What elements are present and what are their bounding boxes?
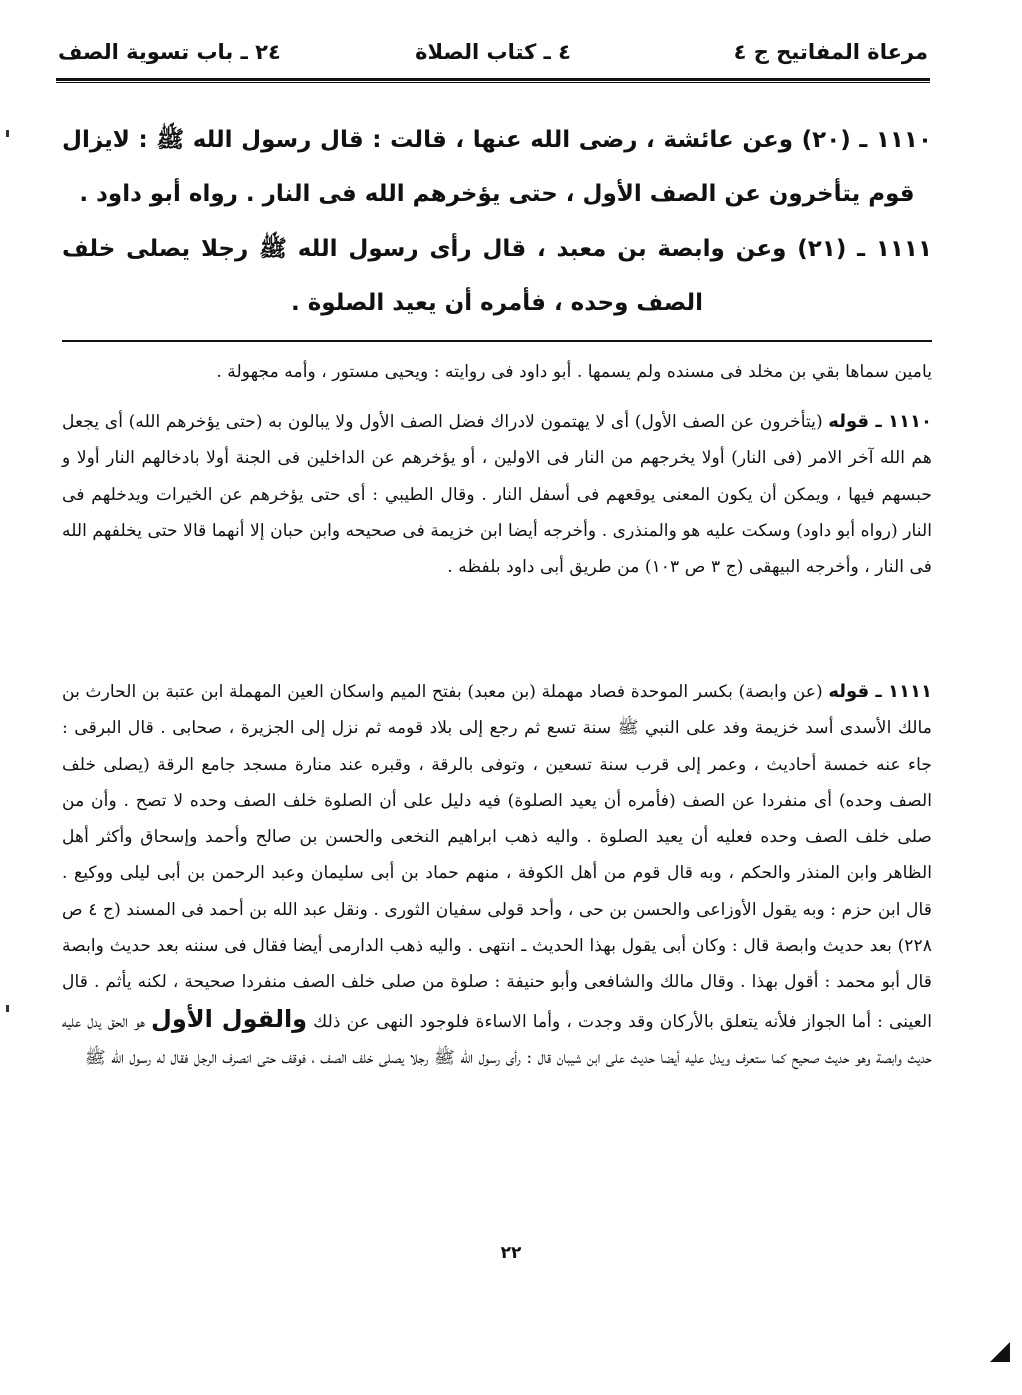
scan-speck [6,130,9,137]
hadith-1111 [62,222,932,330]
commentary-text: (يتأخرون عن الصف الأول) أى لا يهتمون لادراك فضل الصف الأول ولا يبالون به (حتى يؤخرهم الله) أى يجعل هم الله آخر الامر (فى النار) أولا يخرجهم من النار فى الاولين ، أو يؤخرهم عن الداخلين فى الجنة أولا بادخالهم النار أولا و حبسهم فيها ، ويمكن أن يكون المعنى يوقعهم فى أسفل النار . وقال الطيبي : أى حتى يؤخرهم عن الخيرات ويدخلهم فى النار (رواه أبو داود) وسكت عليه هو والمنذرى . وأخرجه أيضا ابن خزيمة فى صحيحه وابن حبان إلا أنهما قالا حتى يخلفهم الله فى النار ، وأخرجه البيهقى (ج ٣ ص ١٠٣) من طريق أبى داود بلفظه . [62,412,932,578]
running-header [58,36,928,76]
page-number: ٢٢ [500,1243,522,1263]
scan-corner-mark [990,1342,1010,1362]
scan-speck [6,1005,9,1012]
commentary-label: ١١١٠ ـ قوله [828,411,932,432]
hadith-text: وعن وابصة بن معبد ، قال رأى رسول الله ﷺ رجلا يصلى خلف الصف وحده ، فأمره أن يعيد الصلوة . [62,236,787,316]
header-rule [56,78,930,81]
commentary-1111 [62,674,932,1076]
header-rule-thin [56,82,930,83]
commentary-label: ١١١١ ـ قوله [828,681,932,702]
header-chapter: ٤ ـ كتاب الصلاة [415,40,571,64]
commentary-text: (عن وابصة) بكسر الموحدة فصاد مهملة (بن معبد) بفتح الميم واسكان العين المهملة ابن عتبة بن الحارث بن مالك الأسدى أسد خزيمة وفد على النبي ﷺ سنة تسع ثم رجع إلى بلاد قومه ثم نزل إلى الجزيرة ، صحابى . قال البرقى : جاء عنه خمسة أحاديث ، وعمر إلى قرب سنة تسعين ، وتوفى بالرقة ، وقبره عند منارة مسجد جامع الرقة (يصلى خلف الصف وحده) أى منفردا عن الصف (فأمره أن يعيد الصلوة) فيه دليل على أن الصلوة خلف الصف وحده لا تصح . وأن من صلى خلف الصف وحده فعليه أن يعيد الصلوة . واليه ذهب ابراهيم النخعى والحسن بن صالح وأحمد وإسحاق وأكثر أهل الظاهر وابن المنذر والحكم ، وبه قال قوم من أهل الكوفة ، منهم حماد بن أبى سليمان وعبد الرحمن بن أبى ليلى ووكيع . قال ابن حزم : وبه يقول الأوزاعى والحسن بن حى ، وأحد قولى سفيان الثورى . ونقل عبد الله بن أحمد فى المسند (ج ٤ ص ٢٢٨) بعد حديث وابصة قال : وكان أبى يقول بهذا الحديث ـ انتهى . واليه ذهب الدارمى أيضا فقال فى سننه بعد حديث وابصة قال أبو محمد : أقول بهذا . وقال مالك والشافعى وأبو حنيفة : صلوة من صلى خلف الصف منفردا صحيحة ، لكنه يأثم . قال العينى : أما الجواز فلأنه يتعلق بالأركان وقد وجدت ، وأما الاساءة فلوجود النهى عن ذلك [62,682,932,1032]
header-book-title: مرعاة المفاتيح ج ٤ [733,40,928,64]
commentary-carryover [62,354,932,390]
hadith-number: ١١١٠ ـ (٢٠) [801,127,932,153]
hadith-1110 [62,113,932,221]
hadith-number: ١١١١ ـ (٢١) [797,236,932,262]
commentary-carryover-text: يامين سماها بقي بن مخلد فى مسنده ولم يسمها . أبو داود فى روايته : ويحيى مستور ، وأمه مجهولة . [216,362,932,382]
header-section: ٢٤ ـ باب تسوية الصف [58,40,281,64]
commentary-text-continued: هو الحق يدل عليه حديث وابصة وهو حديث صحيح كما ستعرف ويدل عليه أيضا حديث على ابن شيبان قال : رأى رسول الله ﷺ رجلا يصلى خلف الصف ، فوقف حتى انصرف الرجل فقال له رسول الله ﷺ [62,1011,932,1068]
emphasized-phrase: والقول الأول [151,1004,308,1033]
commentary-1110 [62,404,932,585]
hadith-text: وعن عائشة ، رضى الله عنها ، قالت : قال رسول الله ﷺ : لايزال قوم يتأخرون عن الصف الأول ، حتى يؤخرهم الله فى النار . رواه أبو داود . [62,127,915,207]
text-commentary-divider [62,340,932,342]
